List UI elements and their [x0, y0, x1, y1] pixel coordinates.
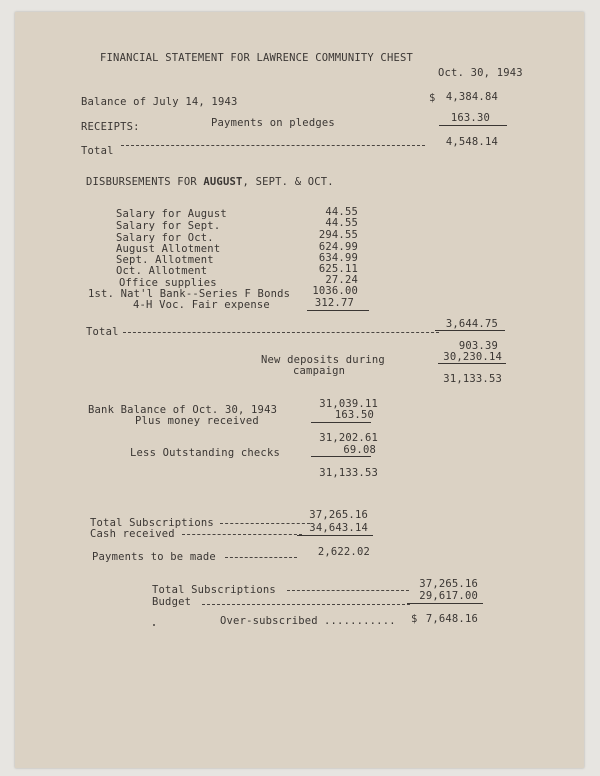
receipts-description: Payments on pledges: [211, 117, 335, 129]
document-page: [15, 12, 584, 768]
budget-amount: 29,617.00: [419, 590, 478, 602]
disbursements-heading: [86, 176, 334, 188]
cash-received-underline: [297, 535, 373, 536]
total-label: Total: [81, 145, 114, 157]
plus-money-amount: 163.50: [334, 409, 374, 421]
disbursements-total-leader: [123, 332, 439, 333]
disbursement-amount: 44.55: [325, 206, 358, 218]
payments-leader: [225, 557, 297, 558]
receipts-underline: [439, 125, 507, 126]
balance-after-disbursements: 903.39: [458, 340, 498, 352]
disbursement-amount: 625.11: [318, 263, 358, 275]
over-subscribed-amount: 7,648.16: [425, 613, 478, 625]
disbursement-amount: 294.55: [318, 229, 358, 241]
disbursements-total-underline: [435, 330, 505, 331]
disbursement-label: 1st. Nat'l Bank--Series F Bonds: [88, 288, 291, 300]
cash-received-label: Cash received: [90, 528, 175, 540]
plus-money-underline: [311, 422, 371, 423]
disbursement-label: August Allotment: [116, 243, 221, 255]
plus-money-label: Plus money received: [135, 415, 259, 427]
disbursement-label: Office supplies: [119, 277, 217, 289]
outstanding-checks-underline: [311, 456, 371, 457]
disbursement-amount: 27.24: [325, 274, 358, 286]
disbursement-amount: 44.55: [325, 217, 358, 229]
disbursement-amount: 1036.00: [312, 285, 358, 297]
sum-after-deposits: 31,133.53: [443, 373, 502, 385]
disbursements-heading-month: AUGUST: [203, 176, 243, 188]
subscriptions-total-amount: 37,265.16: [309, 509, 368, 521]
disbursement-amount: 312.77: [314, 297, 354, 309]
disbursements-underline: [307, 310, 369, 311]
stray-mark: [153, 624, 155, 626]
disbursement-label: Oct. Allotment: [116, 265, 208, 277]
budget-underline: [407, 603, 483, 604]
disbursements-total-label: Total: [86, 326, 119, 338]
subscriptions-total-label: Total Subscriptions: [90, 517, 214, 529]
disbursement-label: Salary for August: [116, 208, 227, 220]
disbursements-heading-suffix: , SEPT. & OCT.: [242, 176, 334, 188]
cash-received-leader: [182, 534, 302, 535]
cash-received-amount: 34,643.14: [309, 522, 368, 534]
subscriptions-total-leader: [220, 523, 310, 524]
receipts-label: RECEIPTS:: [81, 121, 140, 133]
new-deposits-label: New deposits during: [261, 354, 385, 366]
budget-total-subscriptions-amount: 37,265.16: [419, 578, 478, 590]
statement-date: Oct. 30, 1943: [438, 67, 523, 79]
over-subscribed-leader: ...........: [324, 615, 396, 627]
disbursement-label: Sept. Allotment: [116, 254, 214, 266]
over-subscribed-dollar-sign: $: [411, 613, 418, 625]
budget-label: Budget: [152, 596, 192, 608]
dollar-sign: $: [429, 92, 436, 104]
new-deposits-amount: 30,230.14: [443, 351, 502, 363]
new-deposits-label-line2: campaign: [293, 365, 346, 377]
bank-subtotal: 31,202.61: [319, 432, 378, 444]
total-amount: 4,548.14: [445, 136, 498, 148]
payments-to-be-made-label: Payments to be made: [92, 551, 216, 563]
total-leader-line: [121, 145, 425, 146]
disbursement-amount: 634.99: [318, 252, 358, 264]
budget-leader: [202, 604, 410, 605]
disbursement-amount: 624.99: [318, 241, 358, 253]
bank-final-balance: 31,133.53: [319, 467, 378, 479]
budget-total-subscriptions-label: Total Subscriptions: [152, 584, 276, 596]
opening-balance-label: Balance of July 14, 1943: [81, 96, 238, 108]
bank-balance-label: Bank Balance of Oct. 30, 1943: [88, 404, 278, 416]
payments-to-be-made-amount: 2,622.02: [317, 546, 370, 558]
opening-balance-amount: 4,384.84: [445, 91, 498, 103]
outstanding-checks-amount: 69.08: [343, 444, 376, 456]
disbursements-heading-prefix: DISBURSEMENTS FOR: [86, 176, 204, 188]
receipts-amount: 163.30: [450, 112, 490, 124]
document-title: FINANCIAL STATEMENT FOR LAWRENCE COMMUNITY CHEST: [100, 52, 414, 64]
disbursement-label: 4-H Voc. Fair expense: [133, 299, 270, 311]
disbursements-total-amount: 3,644.75: [445, 318, 498, 330]
outstanding-checks-label: Less Outstanding checks: [130, 447, 280, 459]
bank-balance-amount: 31,039.11: [319, 398, 378, 410]
new-deposits-underline: [438, 363, 506, 364]
disbursement-label: Salary for Sept.: [116, 220, 221, 232]
over-subscribed-label: Over-subscribed: [220, 615, 318, 627]
budget-total-leader: [287, 590, 409, 591]
disbursement-label: Salary for Oct.: [116, 232, 214, 244]
